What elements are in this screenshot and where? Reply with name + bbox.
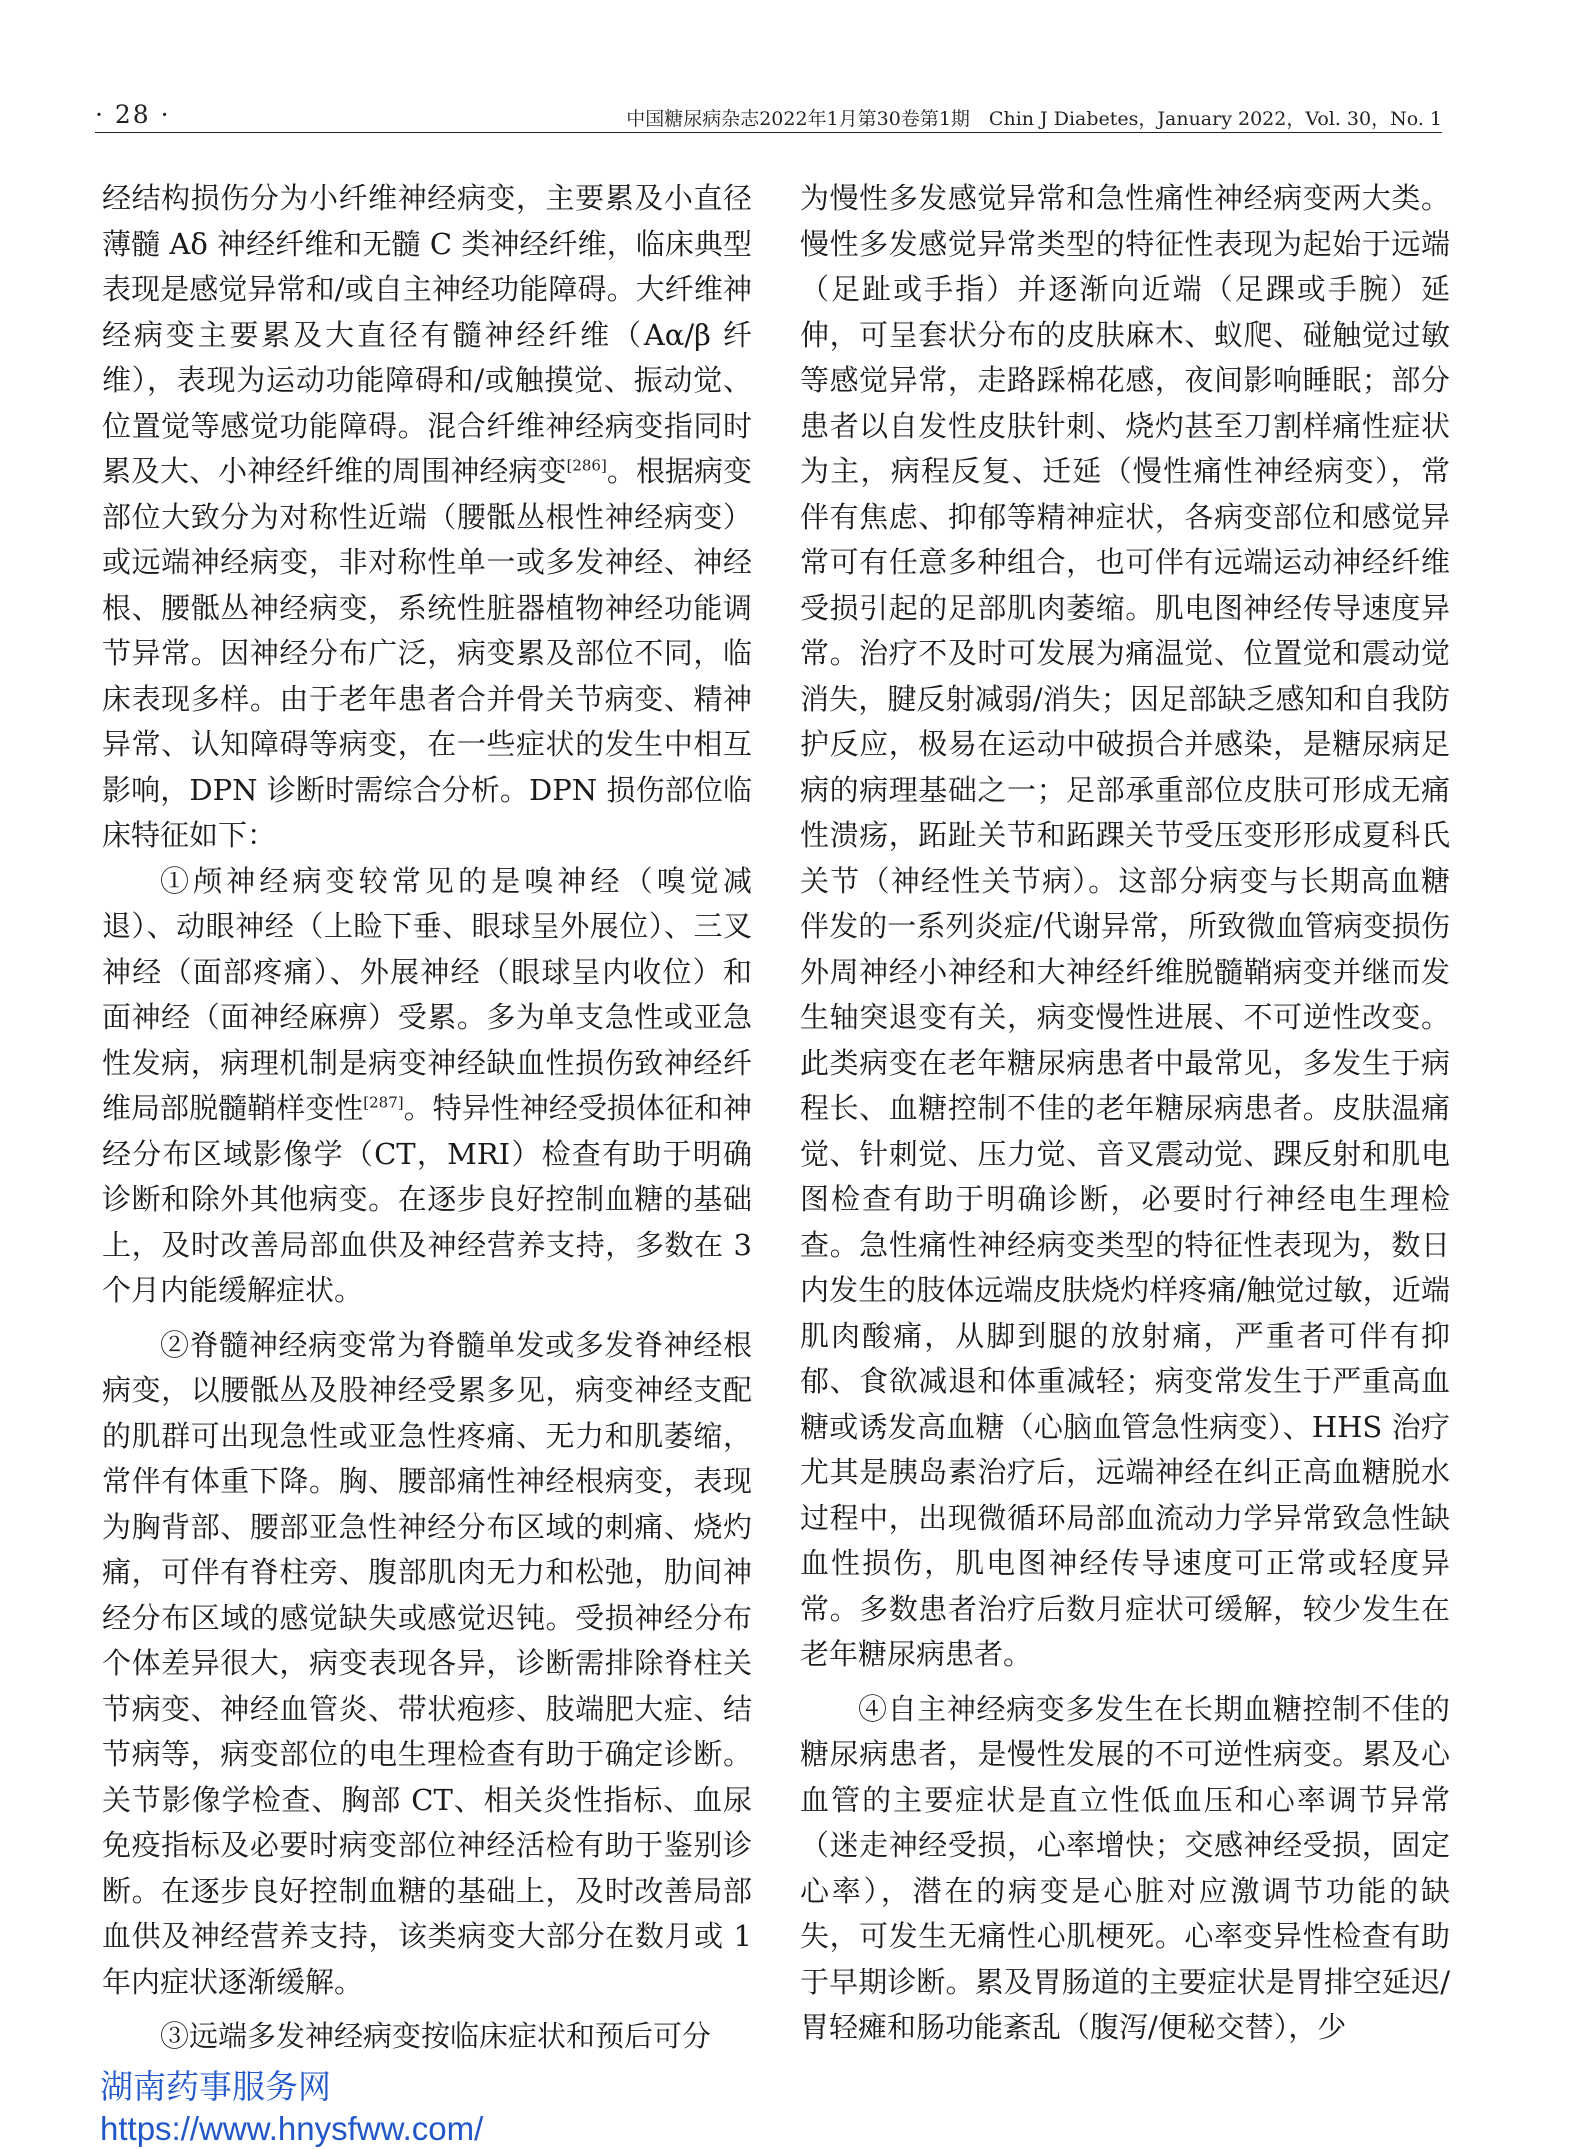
watermark-site-name: 湖南药事服务网 — [100, 2068, 331, 2105]
paragraph-distal-neuropathy-start: ③远端多发神经病变按临床症状和预后可分 — [160, 2019, 712, 2053]
paragraph-spinal-neuropathy: ②脊髓神经病变常为脊髓单发或多发脊神经根病变，以腰骶丛及股神经受累多见，病变神经支配的肌群可出现急性或亚急性疼痛、无力和肌萎缩，常伴有体重下降。胸、腰部痛性神经根病变，表现为胸背部、腰部亚急性神经分布区域的刺痛、烧灼痛，可伴有脊柱旁、腹部肌肉无力和松弛，肋间神经分布区域的感觉缺失或感觉迟钝。受损神经分布个体差异很大，病变表现各异，诊断需排除脊柱关节病变、神经血管炎、带状疱疹、肢端肥大症、结节病等，病变部位的电生理检查有助于确定诊断。关节影像学检查、胸部 CT、相关炎性指标、血尿免疫指标及必要时病变部位神经活检有助于鉴别诊断。在逐步良好控制血糖的基础上，及时改善局部血供及神经营养支持，该类病变大部分在数月或 1 年内症状逐渐缓解。 — [102, 1327, 752, 1999]
page-number: · 28 · — [95, 100, 171, 129]
paragraph-text: 。特异性神经受损体征和神经分布区域影像学（CT，MRI）检查有助于明确诊断和除外其他病变。在逐步良好控制血糖的基础上，及时改善局部血供及神经营养支持，多数在 3 个月内能缓解症状。 — [102, 1091, 752, 1307]
running-header — [95, 98, 1442, 133]
watermark-url-link[interactable]: https://www.hnysfww.com/ — [100, 2110, 484, 2147]
paragraph-nerve-classification — [102, 176, 752, 859]
paragraph-autonomic-neuropathy: ④自主神经病变多发生在长期血糖控制不佳的糖尿病患者，是慢性发展的不可逆性病变。累及心血管的主要症状是直立性低血压和心率调节异常（迷走神经受损，心率增快；交感神经受损，固定心率），潜在的病变是心脏对应激调节功能的缺失，可发生无痛性心肌梗死。心率变异性检查有助于早期诊断。累及胃肠道的主要症状是胃排空延迟/胃轻瘫和肠功能紊乱（腹泻/便秘交替），少 — [800, 1691, 1450, 2044]
citation-ref: [287] — [363, 1093, 404, 1112]
site-watermark — [100, 2066, 483, 2150]
paragraph-cranial-neuropathy — [102, 859, 752, 1314]
paragraph-distal-neuropathy-cont: 为慢性多发感觉异常和急性痛性神经病变两大类。慢性多发感觉异常类型的特征性表现为起始于远端（足趾或手指）并逐渐向近端（足踝或手腕）延伸，可呈套状分布的皮肤麻木、蚁爬、碰触觉过敏等感觉异常，走路踩棉花感，夜间影响睡眠；部分患者以自发性皮肤针刺、烧灼甚至刀割样痛性症状为主，病程反复、迁延（慢性痛性神经病变），常伴有焦虑、抑郁等精神症状，各病变部位和感觉异常可有任意多种组合，也可伴有远端运动神经纤维受损引起的足部肌肉萎缩。肌电图神经传导速度异常。治疗不及时可发展为痛温觉、位置觉和震动觉消失，腱反射减弱/消失；因足部缺乏感知和自我防护反应，极易在运动中破损合并感染，是糖尿病足病的病理基础之一；足部承重部位皮肤可形成无痛性溃疡，跖趾关节和跖踝关节受压变形形成夏科氏关节（神经性关节病）。这部分病变与长期高血糖伴发的一系列炎症/代谢异常，所致微血管病变损伤外周神经小神经和大神经纤维脱髓鞘病变并继而发生轴突退变有关，病变慢性进展、不可逆性改变。此类病变在老年糖尿病患者中最常见，多发生于病程长、血糖控制不佳的老年糖尿病患者。皮肤温痛觉、针刺觉、压力觉、音叉震动觉、踝反射和肌电图检查有助于明确诊断，必要时行神经电生理检查。急性痛性神经病变类型的特征性表现为，数日内发生的肢体远端皮肤烧灼样疼痛/触觉过敏，近端肌肉酸痛，从脚到腿的放射痛，严重者可伴有抑郁、食欲减退和体重减轻；病变常发生于严重高血糖或诱发高血糖（心脑血管急性病变）、HHS 治疗尤其是胰岛素治疗后，远端神经在纠正高血糖脱水过程中，出现微循环局部血流动力学异常致急性缺血性损伤，肌电图神经传导速度可正常或轻度异常。多数患者治疗后数月症状可缓解，较少发生在老年糖尿病患者。 — [800, 181, 1450, 1671]
paragraph-text: ①颅神经病变较常见的是嗅神经（嗅觉减退）、动眼神经（上睑下垂、眼球呈外展位）、三叉神经（面部疼痛）、外展神经（眼球呈内收位）和面神经（面神经麻痹）受累。多为单支急性或亚急性发病，病理机制是病变神经缺血性损伤致神经纤维局部脱髓鞘样变性 — [102, 863, 752, 1125]
right-column — [800, 176, 1450, 2051]
left-column — [102, 176, 752, 2060]
paragraph-text: 。根据病变部位大致分为对称性近端（腰骶丛根性神经病变）或远端神经病变，非对称性单一或多发神经、神经根、腰骶丛神经病变，系统性脏器植物神经功能调节异常。因神经分布广泛，病变累及部位不同，临床表现多样。由于老年患者合并骨关节病变、精神异常、认知障碍等病变，在一些症状的发生中相互影响，DPN 诊断时需综合分析。DPN 损伤部位临床特征如下： — [102, 454, 752, 852]
citation-ref: [286] — [566, 456, 607, 475]
paragraph-text: 经结构损伤分为小纤维神经病变，主要累及小直径薄髓 Aδ 神经纤维和无髓 C 类神经纤维，临床典型表现是感觉异常和/或自主神经功能障碍。大纤维神经病变主要累及大直径有髓神经纤维（Aα/β 纤维），表现为运动功能障碍和/或触摸觉、振动觉、位置觉等感觉功能障碍。混合纤维神经病变指同时累及大、小神经纤维的周围神经病变 — [102, 181, 752, 488]
journal-citation: 中国糖尿病杂志2022年1月第30卷第1期 Chin J Diabetes，January 2022，Vol. 30，No. 1 — [626, 108, 1442, 130]
